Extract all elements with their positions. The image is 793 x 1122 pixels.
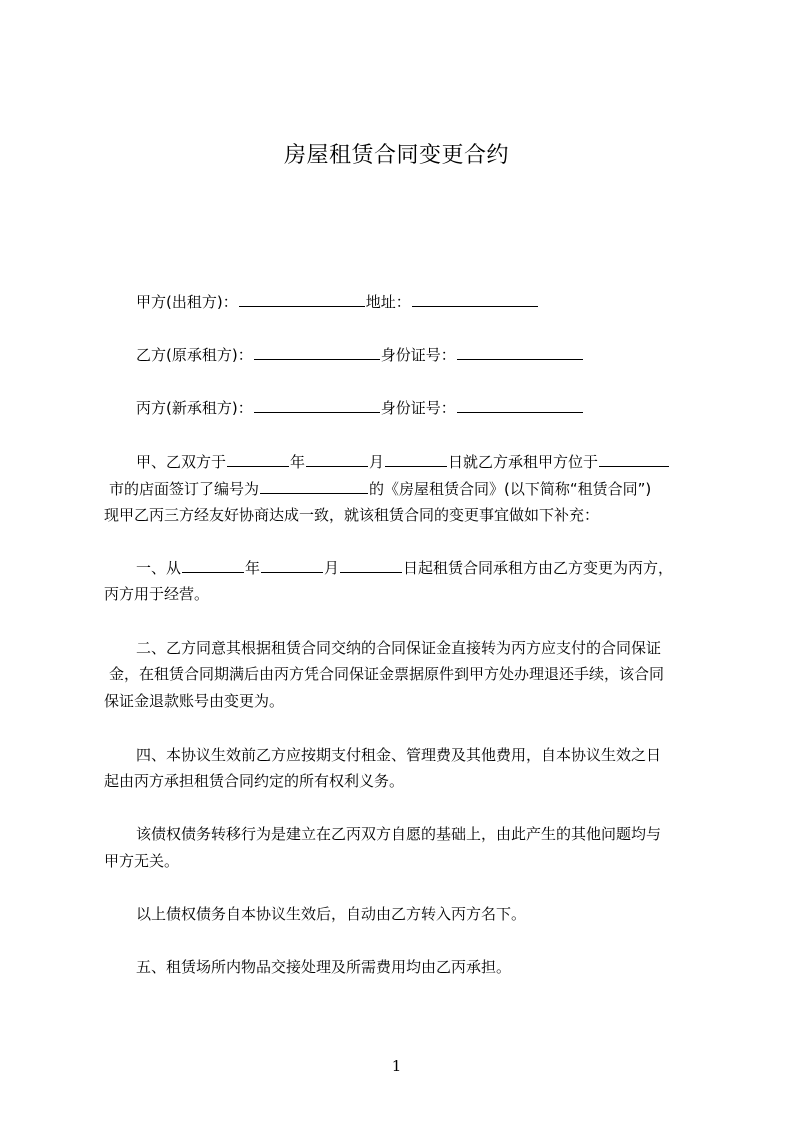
- party-c-label: 丙方(新承租方)：: [136, 399, 253, 417]
- clause-4-line-2: 起由丙方承担租赁合同约定的所有权利义务。: [104, 772, 405, 790]
- intro-line-2: [109, 479, 704, 499]
- party-c-line: [136, 398, 736, 418]
- clause-text: 日起租赁合同承租方由乙方变更为丙方，: [403, 559, 674, 577]
- clause-2-line-1: 二、乙方同意其根据租赁合同交纳的合同保证金直接转为丙方应支付的合同保证: [136, 639, 662, 657]
- intro-line-3: 现甲乙丙三方经友好协商达成一致，就该租赁合同的变更事宜做如下补充：: [104, 506, 600, 524]
- party-c-id-blank: [457, 398, 583, 413]
- clause-text: 一、从: [136, 559, 182, 577]
- note-2-line-1: 以上债权债务自本协议生效后，自动由乙方转入丙方名下。: [136, 905, 527, 923]
- clause-4-line-1: 四、本协议生效前乙方应按期支付租金、管理费及其他费用，自本协议生效之日: [136, 746, 662, 764]
- clause-5-line-1: 五、租赁场所内物品交接处理及所需费用均由乙丙承担。: [136, 958, 512, 976]
- intro-line-1: [136, 452, 704, 472]
- note-1-line-1: 该债权债务转移行为是建立在乙丙双方自愿的基础上，由此产生的其他问题均与: [136, 825, 662, 843]
- party-b-id-label: 身份证号：: [380, 346, 456, 364]
- day-blank: [340, 558, 402, 573]
- party-a-line: [136, 292, 736, 312]
- clause-1-line-1: [136, 558, 704, 578]
- note-1-line-2: 甲方无关。: [104, 852, 180, 870]
- party-a-label: 甲方(出租方)：: [136, 293, 238, 311]
- year-blank: [182, 558, 244, 573]
- day-blank: [385, 452, 447, 467]
- party-c-name-blank: [254, 398, 380, 413]
- party-b-label: 乙方(原承租方)：: [136, 346, 253, 364]
- party-b-id-blank: [457, 345, 583, 360]
- clause-1-line-2: 丙方用于经营。: [104, 585, 210, 603]
- intro-text: 市的店面签订了编号为: [109, 480, 260, 498]
- page-number: 1: [391, 1057, 402, 1075]
- intro-text: 日就乙方承租甲方位于: [448, 453, 599, 471]
- contract-number-blank: [260, 479, 368, 494]
- party-a-address-blank: [412, 292, 538, 307]
- intro-text: 月: [369, 453, 385, 471]
- month-blank: [306, 452, 368, 467]
- clause-text: 月: [324, 559, 340, 577]
- intro-text: 的《房屋租赁合同》(以下简称“租赁合同”): [369, 480, 652, 498]
- intro-text: 甲、乙双方于: [136, 453, 227, 471]
- party-b-name-blank: [254, 345, 380, 360]
- year-blank: [227, 452, 289, 467]
- location-blank: [599, 452, 669, 467]
- clause-2-line-2: 金，在租赁合同期满后由丙方凭合同保证金票据原件到甲方处办理退还手续，该合同: [109, 665, 665, 683]
- party-b-line: [136, 345, 736, 365]
- document-title: 房屋租赁合同变更合约: [283, 143, 509, 168]
- month-blank: [261, 558, 323, 573]
- clause-text: 年: [245, 559, 261, 577]
- party-a-name-blank: [239, 292, 365, 307]
- party-a-address-label: 地址：: [365, 293, 411, 311]
- intro-text: 年: [290, 453, 306, 471]
- clause-2-line-3: 保证金退款账号由变更为。: [104, 692, 285, 710]
- party-c-id-label: 身份证号：: [380, 399, 456, 417]
